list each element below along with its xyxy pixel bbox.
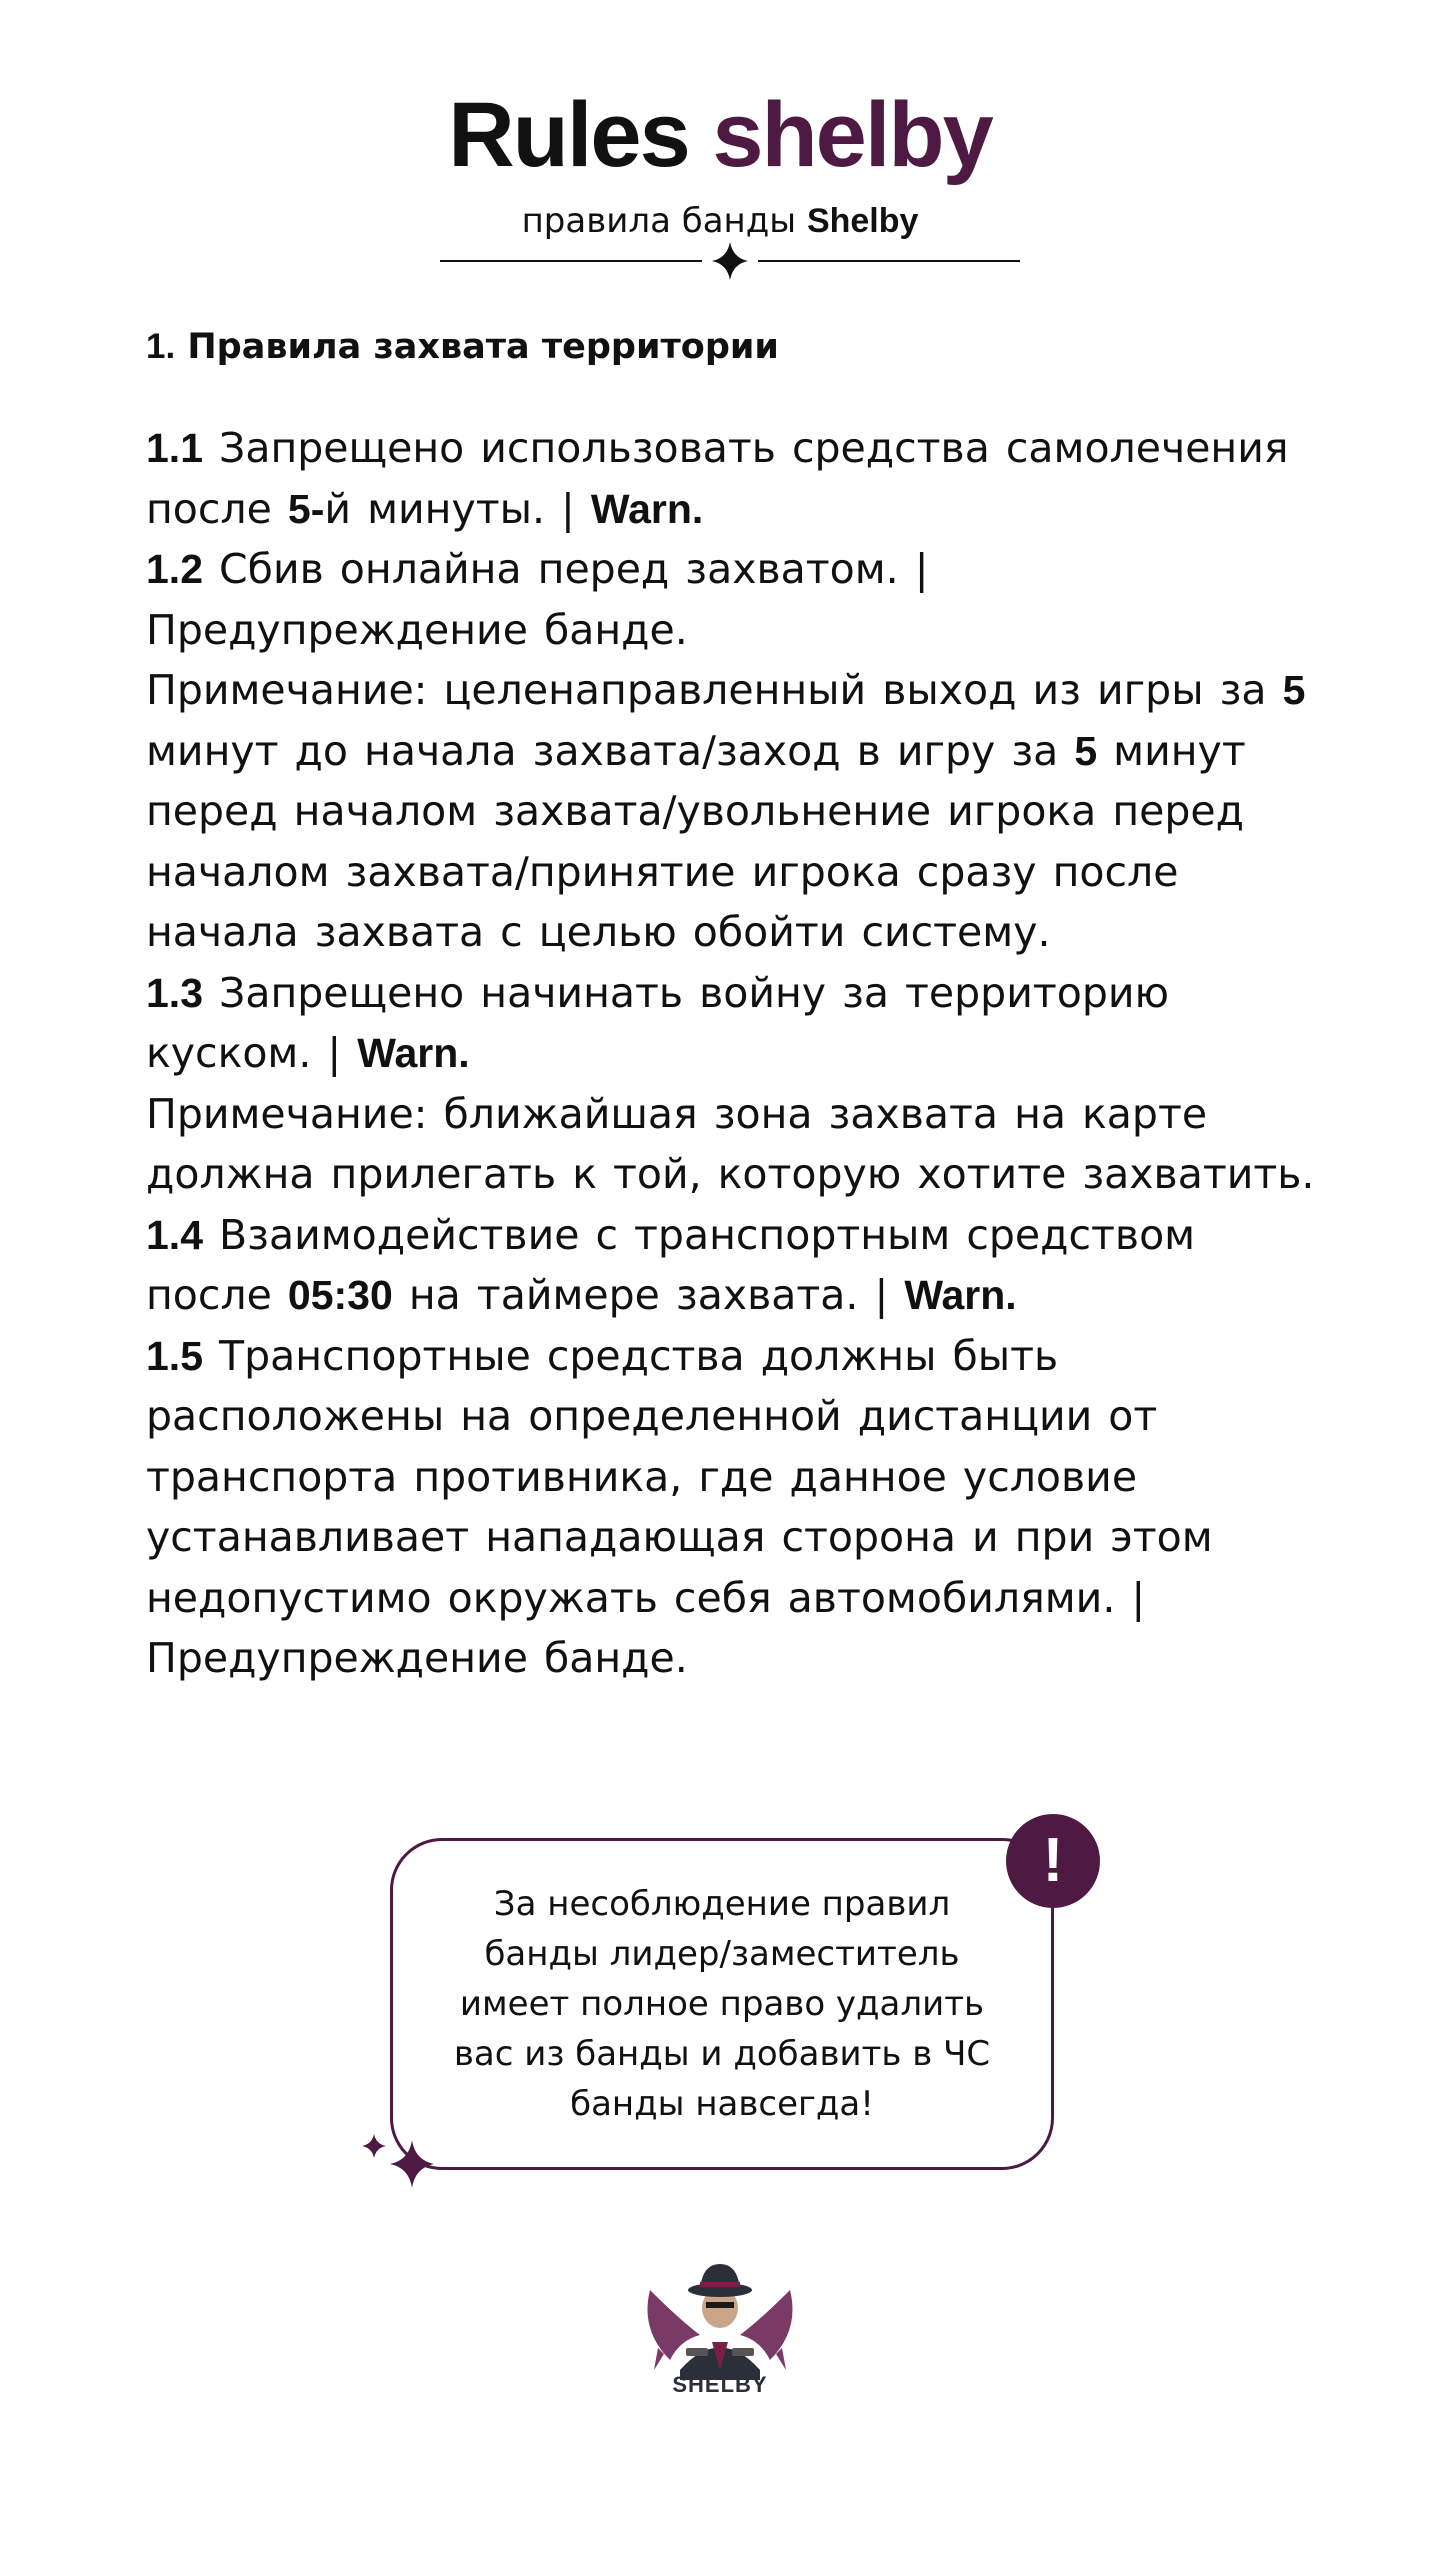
rule-text: Взаимодействие с транспортным средством после	[146, 1210, 1196, 1319]
section-title	[146, 322, 779, 372]
title-accent: shelby	[712, 84, 992, 186]
gangster-logo-icon	[620, 2230, 820, 2430]
sparkle-icon	[356, 2120, 446, 2190]
rule-number: 1.5	[146, 1332, 203, 1379]
rule-1-3-note	[146, 1084, 1326, 1205]
alert-icon: !	[1006, 1814, 1100, 1908]
rule-text: Транспортные средства должны быть расположены на определенной дистанции от транспорта противника, где данное условие устанавливает нападающая сторона и при этом недопустимо окружать себя автомобилями. | Предупреждение банде.	[146, 1331, 1213, 1682]
star-divider-icon	[440, 240, 1020, 280]
rule-1-1	[146, 418, 1326, 539]
note-text: Примечание: ближайшая зона захвата на карте должна прилегать к той, которую хотите захватить.	[146, 1089, 1315, 1198]
rule-number: 1.3	[146, 969, 203, 1016]
note-text-c: минут перед началом захвата/увольнение игрока перед началом захвата/принятие игрока сразу после начала захвата с целью обойти систему.	[146, 726, 1246, 956]
rule-1-5	[146, 1326, 1326, 1689]
note-text-b: минут до начала захвата/заход в игру за	[146, 726, 1059, 775]
rule-penalty: Warn.	[357, 1030, 470, 1076]
section-title-text: Правила захвата территории	[187, 327, 779, 367]
rule-text: Запрещено использовать средства самолечения после	[146, 424, 1289, 533]
rule-text-b: й минуты. |	[324, 484, 575, 533]
rule-time: 05:30	[287, 1272, 393, 1318]
page-subtitle	[0, 196, 1440, 246]
title-main: Rules	[448, 84, 689, 186]
rule-1-3	[146, 963, 1326, 1084]
section-number: 1.	[146, 327, 176, 366]
rule-1-2	[146, 539, 1326, 660]
rule-penalty: Warn.	[904, 1272, 1017, 1318]
note-number-1: 5	[1282, 667, 1306, 713]
rule-1-2-note	[146, 660, 1326, 963]
rule-number: 1.2	[146, 546, 203, 592]
rule-minute: 5-	[287, 485, 325, 532]
rule-text: Сбив онлайна перед захватом. | Предупреждение банде.	[146, 545, 929, 654]
subtitle-bold: Shelby	[806, 202, 919, 240]
notice-box	[390, 1838, 1054, 2170]
rule-text-b: на таймере захвата. |	[408, 1271, 889, 1319]
notice-text: За несоблюдение правил банды лидер/заместитель имеет полное право удалить вас из банды и добавить в ЧС банды навсегда!	[453, 1884, 991, 2124]
header	[0, 80, 1440, 246]
rule-number: 1.1	[146, 425, 203, 471]
rules-list	[146, 418, 1326, 1689]
rule-number: 1.4	[146, 1211, 203, 1258]
rule-penalty: Warn.	[590, 485, 704, 532]
note-text-a: Примечание: целенаправленный выход из игры за	[146, 666, 1267, 714]
logo-text: SHELBY	[672, 2372, 768, 2397]
rule-text: Запрещено начинать войну за территорию куском. |	[146, 968, 1170, 1077]
rule-1-4	[146, 1205, 1326, 1326]
note-number-2: 5	[1074, 727, 1098, 774]
page-title	[0, 80, 1440, 190]
subtitle-prefix: правила банды	[521, 201, 797, 241]
